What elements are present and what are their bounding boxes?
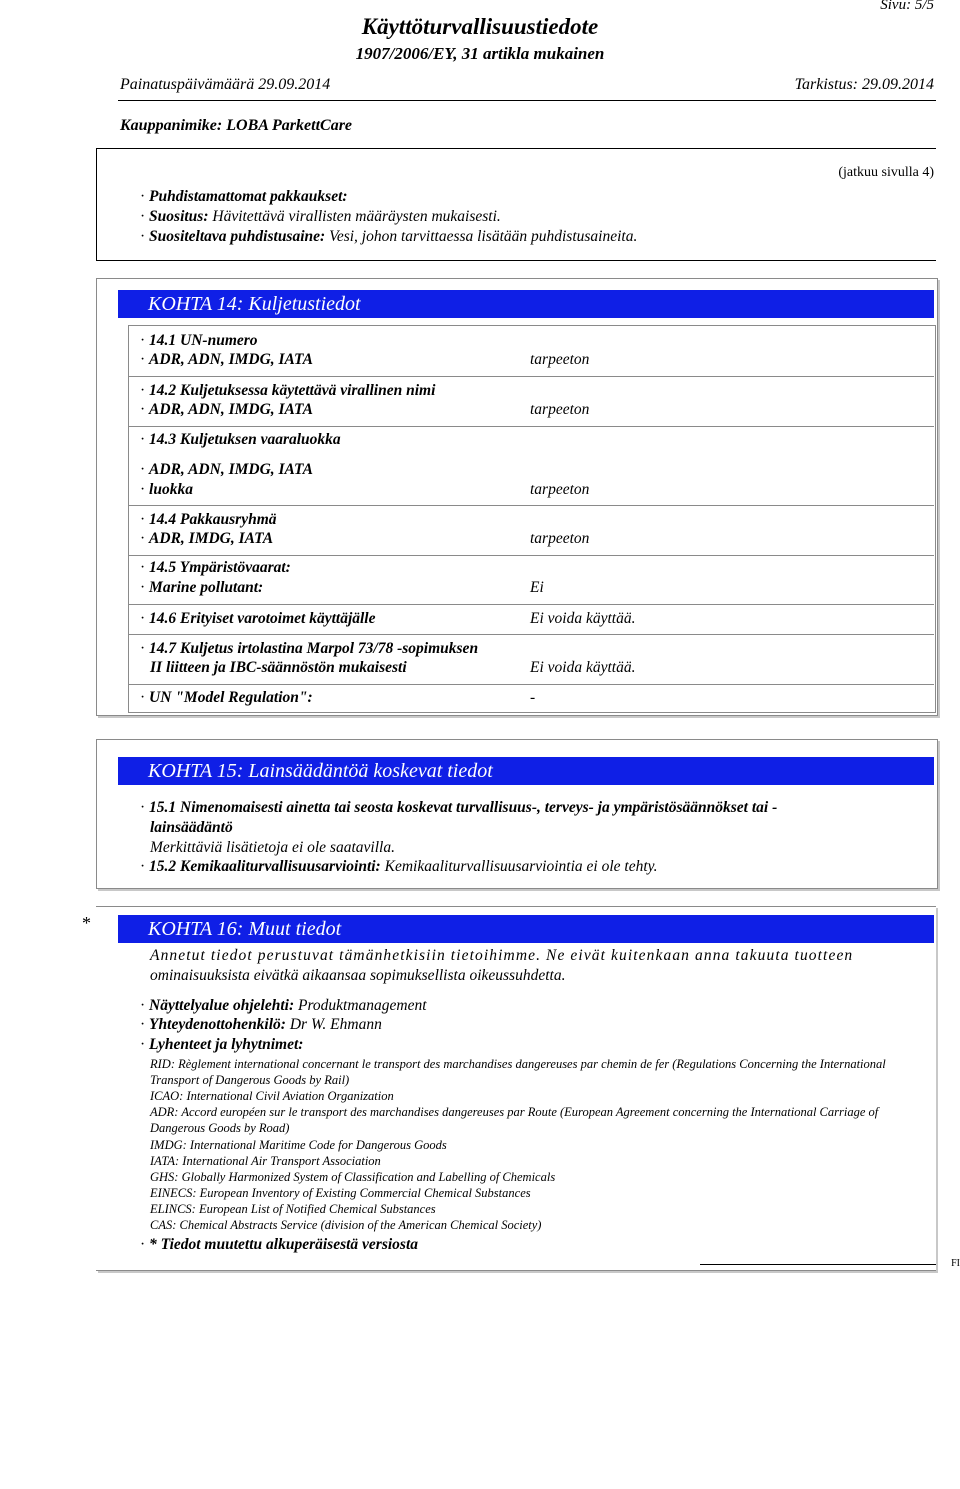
disclaimer-line-2: ominaisuuksista eivätkä aikaansaa sopimuksellista oikeussuhdetta. xyxy=(150,967,566,984)
abbreviation-adr: ADR: Accord européen sur le transport des marchandises dangereuses par Route (European Agreement concerning the International Carriage of Dangerous Goods by Road) xyxy=(150,1105,879,1136)
changed-note: · * Tiedot muutettu alkuperäisestä versiosta xyxy=(140,1236,418,1254)
cleaning-agent-row xyxy=(140,228,637,246)
continued-note: (jatkuu sivulla 4) xyxy=(838,165,934,180)
page-number: Sivu: 5/5 xyxy=(880,0,934,13)
marine-pollutant-value: Ei xyxy=(530,579,544,596)
regulations-label-2: lainsäädäntö xyxy=(150,819,233,836)
class-label: · luokka xyxy=(140,481,193,499)
footer-rule xyxy=(700,1264,936,1265)
shipping-name-label: · 14.2 Kuljetuksessa käytettävä virallinen nimi xyxy=(140,382,435,400)
abbreviation-rid: RID: Règlement international concernant le transport des marchandises dangereuses par chemin de fer (Regulations Concerning the International Transport of Dangerous Goods by Rail) xyxy=(150,1057,886,1088)
class-value: tarpeeton xyxy=(530,481,590,498)
special-precautions-value: Ei voida käyttää. xyxy=(530,610,636,627)
uncleaned-packaging-label: · Puhdistamattomat pakkaukset: xyxy=(140,188,348,206)
bulk-transport-value: Ei voida käyttää. xyxy=(530,659,636,676)
cleaning-agent-label: Suositeltava puhdistusaine: xyxy=(149,228,326,245)
bulk-transport-label-2: II liitteen ja IBC-säännöstön mukaisesti xyxy=(150,659,407,676)
document-title: Käyttöturvallisuustiedote xyxy=(361,14,599,39)
un-model-regulation-value: - xyxy=(530,689,536,706)
env-hazards-label: · 14.5 Ympäristövaarat: xyxy=(140,559,291,577)
row-divider xyxy=(128,634,934,635)
row-divider xyxy=(128,505,934,506)
hazard-class-label: · 14.3 Kuljetuksen vaaraluokka xyxy=(140,431,341,449)
un-number-modes: · ADR, ADN, IMDG, IATA xyxy=(140,351,313,369)
un-number-label: · 14.1 UN-numero xyxy=(140,332,258,350)
abbreviation-einecs: EINECS: European Inventory of Existing Commercial Chemical Substances xyxy=(150,1186,531,1200)
bulk-transport-label-1: · 14.7 Kuljetus irtolastina Marpol 73/78 -sopimuksen xyxy=(140,640,478,658)
print-date: Painatuspäivämäärä 29.09.2014 xyxy=(120,76,331,93)
cleaning-agent-value: Vesi, johon tarvittaessa lisätään puhdistusaineita. xyxy=(329,228,638,245)
special-precautions-label: · 14.6 Erityiset varotoimet käyttäjälle xyxy=(140,610,376,628)
contact-label: Yhteydenottohenkilö: xyxy=(149,1016,286,1033)
section-15-title: KOHTA 15: Lainsäädäntöä koskevat tiedot xyxy=(118,757,934,785)
section-14-title: KOHTA 14: Kuljetustiedot xyxy=(118,290,934,318)
abbreviations-label: · Lyhenteet ja lyhytnimet: xyxy=(140,1036,303,1054)
un-model-regulation-label: · UN "Model Regulation": xyxy=(140,689,313,707)
row-divider xyxy=(128,376,934,377)
disclaimer-line-1: Annetut tiedot perustuvat tämänhetkisiin tietoihimme. Ne eivät kuitenkaan anna takuuta tuotteen xyxy=(150,947,854,964)
abbreviation-cas: CAS: Chemical Abstracts Service (division of the American Chemical Society) xyxy=(150,1218,542,1232)
hazard-class-modes: · ADR, ADN, IMDG, IATA xyxy=(140,461,313,479)
abbreviation-imdg: IMDG: International Maritime Code for Dangerous Goods xyxy=(150,1138,447,1152)
csa-label: 15.2 Kemikaaliturvallisuusarviointi: xyxy=(149,858,381,875)
packing-group-value: tarpeeton xyxy=(530,530,590,547)
contact-row xyxy=(140,1016,382,1034)
recommendation-value: Hävitettävä virallisten määräysten mukaisesti. xyxy=(212,208,501,225)
recommendation-row xyxy=(140,208,501,226)
row-divider xyxy=(128,426,934,427)
recommendation-label: Suositus: xyxy=(149,208,209,225)
header-divider xyxy=(118,100,936,101)
abbreviation-iata: IATA: International Air Transport Association xyxy=(150,1154,381,1168)
csa-value: Kemikaaliturvallisuusarviointia ei ole tehty. xyxy=(384,858,658,875)
language-code: FI xyxy=(951,1258,960,1269)
abbreviation-elincs: ELINCS: European List of Notified Chemical Substances xyxy=(150,1202,436,1216)
department-value: Produktmanagement xyxy=(298,997,427,1014)
row-divider xyxy=(128,555,934,556)
regulations-label-1: · 15.1 Nimenomaisesti ainetta tai seosta koskevat turvallisuus-, terveys- ja ympäristösäännökset tai - xyxy=(140,799,777,817)
packing-group-label: · 14.4 Pakkausryhmä xyxy=(140,511,277,529)
row-divider xyxy=(128,684,934,685)
contact-value: Dr W. Ehmann xyxy=(289,1016,382,1033)
abbreviation-ghs: GHS: Globally Harmonized System of Classification and Labelling of Chemicals xyxy=(150,1170,556,1184)
abbreviation-icao: ICAO: International Civil Aviation Organization xyxy=(150,1089,394,1103)
trade-name: Kauppanimike: LOBA ParkettCare xyxy=(120,117,353,134)
shipping-name-modes: · ADR, ADN, IMDG, IATA xyxy=(140,401,313,419)
document-subtitle: 1907/2006/EY, 31 artikla mukainen xyxy=(355,44,605,63)
un-number-value: tarpeeton xyxy=(530,351,590,368)
marine-pollutant-label: · Marine pollutant: xyxy=(140,579,263,597)
revision-date: Tarkistus: 29.09.2014 xyxy=(794,76,934,93)
packing-group-modes: · ADR, IMDG, IATA xyxy=(140,530,273,548)
packaging-bottom-rule xyxy=(96,260,936,261)
row-divider xyxy=(128,604,934,605)
chemical-safety-assessment-row xyxy=(140,858,658,876)
shipping-name-value: tarpeeton xyxy=(530,401,590,418)
regulations-text: Merkittäviä lisätietoja ei ole saatavilla. xyxy=(150,839,395,856)
section-16-title: KOHTA 16: Muut tiedot xyxy=(118,915,934,943)
department-row xyxy=(140,997,427,1015)
left-margin-line xyxy=(96,148,97,260)
change-marker: * xyxy=(82,913,91,933)
header-divider-2 xyxy=(96,148,936,149)
department-label: Näyttelyalue ohjelehti: xyxy=(149,997,295,1014)
